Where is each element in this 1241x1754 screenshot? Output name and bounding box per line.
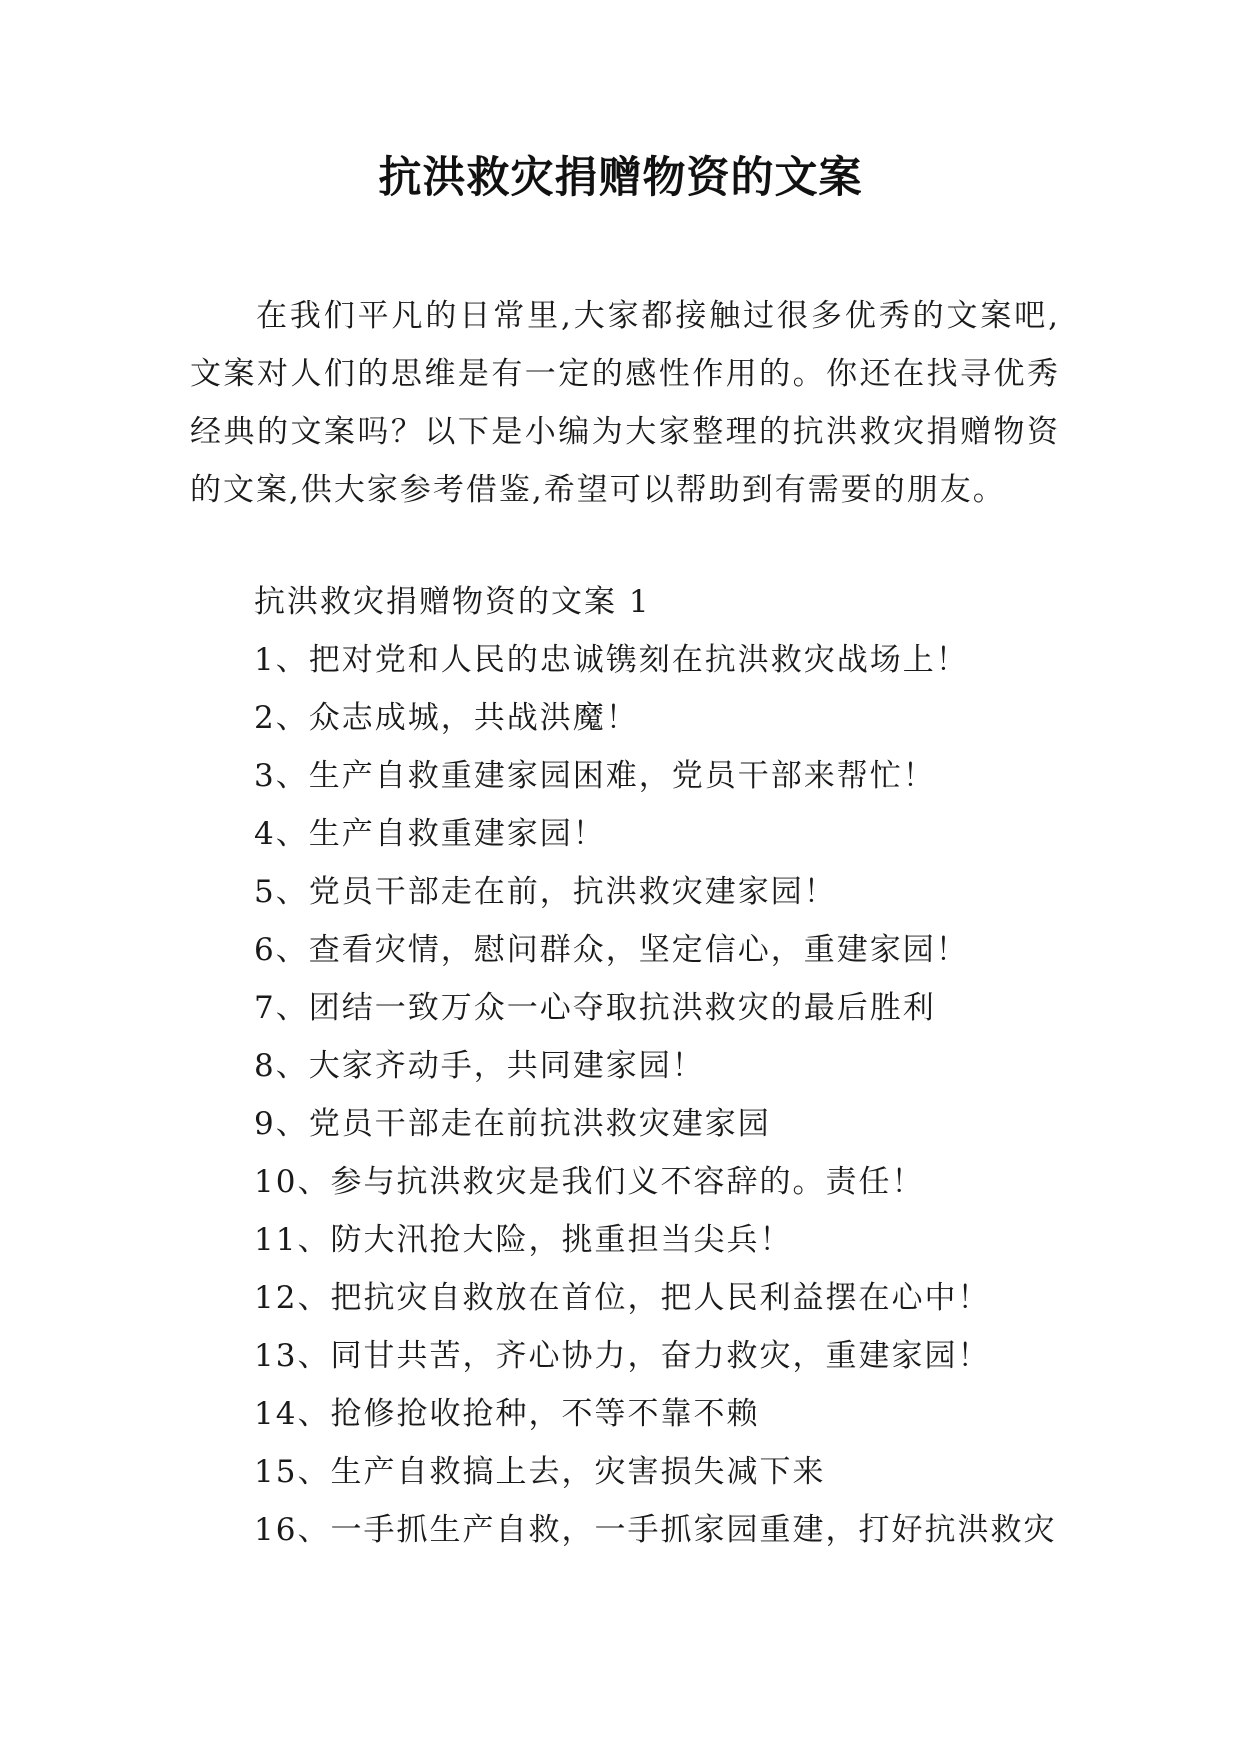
- slogan-item: 5、党员干部走在前，抗洪救灾建家园！: [254, 874, 837, 910]
- document-title: 抗洪救灾捐赠物资的文案: [378, 153, 863, 203]
- intro-paragraph: 在我们平凡的日常里,大家都接触过很多优秀的文案吧,文案对人们的思维是有一定的感性作用的。你还在找寻优秀经典的文案吗？以下是小编为大家整理的抗洪救灾捐赠物资的文案,供大家参考借鉴,希望可以帮助到有需要的朋友。: [190, 298, 1060, 508]
- slogan-item: 7、团结一致万众一心夺取抗洪救灾的最后胜利: [254, 990, 936, 1026]
- slogan-item: 12、把抗灾自救放在首位，把人民利益摆在心中！: [254, 1280, 991, 1316]
- slogan-item: 8、大家齐动手，共同建家园！: [254, 1048, 705, 1084]
- slogan-item: 6、查看灾情，慰问群众，坚定信心，重建家园！: [254, 932, 969, 968]
- slogan-item: 11、防大汛抢大险，挑重担当尖兵！: [254, 1222, 793, 1258]
- slogan-item: 3、生产自救重建家园困难，党员干部来帮忙！: [254, 758, 936, 794]
- slogan-item: 9、党员干部走在前抗洪救灾建家园: [254, 1106, 771, 1142]
- slogan-item: 10、参与抗洪救灾是我们义不容辞的。责任！: [254, 1164, 925, 1200]
- slogan-item: 1、把对党和人民的忠诚镌刻在抗洪救灾战场上！: [254, 642, 969, 678]
- section-heading: 抗洪救灾捐赠物资的文案 1: [254, 584, 651, 620]
- slogan-item: 15、生产自救搞上去，灾害损失减下来: [254, 1454, 826, 1490]
- slogan-item: 13、同甘共苦，齐心协力，奋力救灾，重建家园！: [254, 1338, 991, 1374]
- slogan-list: [254, 635, 1056, 1563]
- slogan-item: 16、一手抓生产自救，一手抓家园重建，打好抗洪救灾: [254, 1512, 1057, 1548]
- slogan-item: 2、众志成城，共战洪魔！: [254, 700, 639, 736]
- slogan-item: 14、抢修抢收抢种，不等不靠不赖: [254, 1396, 760, 1432]
- slogan-item: 4、生产自救重建家园！: [254, 816, 606, 852]
